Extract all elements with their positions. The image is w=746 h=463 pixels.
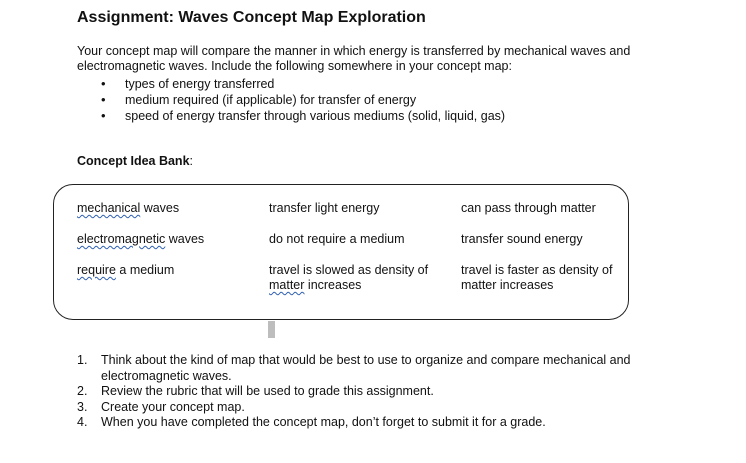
idea-text-line2 xyxy=(269,278,451,293)
step-text: Think about the kind of map that would be best to use to organize and compare mechanical and electromagnetic waves. xyxy=(101,353,631,383)
spellcheck-word: mechanical xyxy=(77,201,141,215)
list-item: • types of energy transferred xyxy=(77,76,505,92)
idea-mechanical-waves xyxy=(77,201,259,216)
step-text: Create your concept map. xyxy=(101,399,245,414)
idea-travel-faster xyxy=(461,263,643,293)
idea-bank-heading: Concept Idea Bank xyxy=(77,154,190,168)
resize-handle[interactable] xyxy=(268,321,275,338)
step-number: 1. xyxy=(77,353,88,367)
list-item xyxy=(77,415,677,431)
list-item: • speed of energy transfer through various mediums (solid, liquid, gas) xyxy=(77,108,505,124)
idea-text: travel is faster as density of xyxy=(461,263,613,277)
idea-bank-label xyxy=(77,154,193,168)
instructions-list xyxy=(77,353,677,431)
idea-transfer-sound: transfer sound energy xyxy=(461,232,583,246)
idea-text: waves xyxy=(165,232,205,246)
idea-text: travel is slowed as density of xyxy=(269,263,429,277)
spellcheck-word: matter xyxy=(269,278,305,292)
idea-electromagnetic-waves xyxy=(77,232,259,247)
idea-no-medium: do not require a medium xyxy=(269,232,405,246)
idea-text: waves xyxy=(140,201,180,215)
page-title: Assignment: Waves Concept Map Exploration xyxy=(77,9,426,26)
spellcheck-word: electromagnetic xyxy=(77,232,166,246)
step-text: Review the rubric that will be used to grade this assignment. xyxy=(101,384,434,398)
step-text: When you have completed the concept map, don’t forget to submit it for a grade. xyxy=(101,415,546,429)
idea-text: a medium xyxy=(115,263,175,277)
step-number: 4. xyxy=(77,415,88,429)
idea-travel-slowed xyxy=(269,263,451,293)
idea-require-medium xyxy=(77,263,259,278)
requirements-list xyxy=(77,76,505,124)
list-item: • medium required (if applicable) for transfer of energy xyxy=(77,92,505,108)
idea-text: matter increases xyxy=(461,278,554,292)
list-item xyxy=(77,353,677,384)
list-item xyxy=(77,400,677,416)
intro-paragraph: Your concept map will compare the manner in which energy is transferred by mechanical waves and electromagnetic waves. Include the following somewhere in your concept map: xyxy=(77,44,631,73)
list-item xyxy=(77,384,677,400)
step-number: 3. xyxy=(77,399,88,414)
idea-bank-colon: : xyxy=(189,154,194,168)
idea-pass-through-matter: can pass through matter xyxy=(461,201,596,215)
spellcheck-word: require xyxy=(77,263,116,277)
step-number: 2. xyxy=(77,384,88,398)
idea-transfer-light: transfer light energy xyxy=(269,201,380,215)
idea-text: increases xyxy=(304,278,362,292)
